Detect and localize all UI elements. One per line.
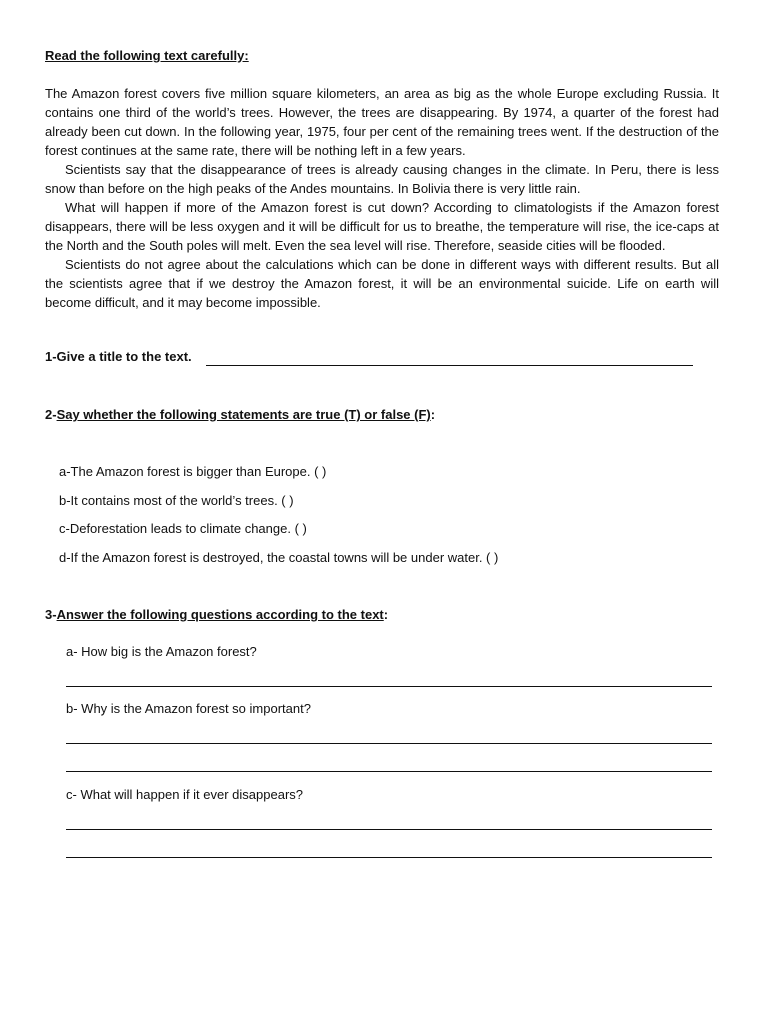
reading-passage bbox=[45, 84, 719, 312]
question-3-colon: : bbox=[383, 607, 389, 622]
statement-a[interactable]: a-The Amazon forest is bigger than Europe. ( ) bbox=[59, 464, 327, 479]
question-1-prompt: 1-Give a title to the text. bbox=[45, 349, 192, 364]
question-2-title bbox=[45, 407, 435, 422]
answer-line-3c-1[interactable] bbox=[66, 829, 712, 830]
question-3b: b- Why is the Amazon forest so important? bbox=[66, 701, 311, 716]
question-2-colon: : bbox=[430, 407, 436, 422]
answer-line-3b-2[interactable] bbox=[66, 771, 712, 772]
passage-paragraph-2: Scientists say that the disappearance of trees is already causing changes in the climate. In Peru, there is less snow than before on the high peaks of the Andes mountains. In Bolivia there is very little rain. bbox=[45, 162, 719, 196]
statement-d[interactable]: d-If the Amazon forest is destroyed, the coastal towns will be under water. ( ) bbox=[59, 550, 499, 565]
answer-line-3c-2[interactable] bbox=[66, 857, 712, 858]
title-answer-line[interactable] bbox=[206, 365, 693, 366]
question-3-title bbox=[45, 607, 388, 622]
passage-paragraph-1: The Amazon forest covers five million square kilometers, an area as big as the whole Europe excluding Russia. It contains one third of the world’s trees. However, the trees are disappearing. By 1974, a quarter of the forest had already been cut down. In the following year, 1975, four per cent of the remaining trees went. If the destruction of the forest continues at the same rate, there will be nothing left in a few years. bbox=[45, 86, 719, 158]
passage-paragraph-3: What will happen if more of the Amazon forest is cut down? According to climatologists if the Amazon forest disappears, there will be less oxygen and it will be difficult for us to breathe, the temperature will rise, the ice-caps at the North and the South poles will melt. Even the sea level will rise. Therefore, seaside cities will be flooded. bbox=[45, 200, 719, 253]
passage-paragraph-4: Scientists do not agree about the calculations which can be done in different ways with different results. But all the scientists agree that if we destroy the Amazon forest, it will be an environmental suicide. Life on earth will become difficult, and it may become impossible. bbox=[45, 257, 719, 310]
question-3-number: 3- bbox=[45, 607, 57, 622]
question-2-number: 2- bbox=[45, 407, 57, 422]
statement-c[interactable]: c-Deforestation leads to climate change. ( ) bbox=[59, 521, 307, 536]
instruction-heading: Read the following text carefully: bbox=[45, 48, 249, 63]
answer-line-3b-1[interactable] bbox=[66, 743, 712, 744]
statement-b[interactable]: b-It contains most of the world’s trees. ( ) bbox=[59, 493, 294, 508]
question-3a: a- How big is the Amazon forest? bbox=[66, 644, 257, 659]
question-3-instruction: Answer the following questions according to the text bbox=[56, 607, 384, 622]
question-2-instruction: Say whether the following statements are true (T) or false (F) bbox=[56, 407, 431, 422]
question-3c: c- What will happen if it ever disappears? bbox=[66, 787, 304, 802]
answer-line-3a[interactable] bbox=[66, 686, 712, 687]
